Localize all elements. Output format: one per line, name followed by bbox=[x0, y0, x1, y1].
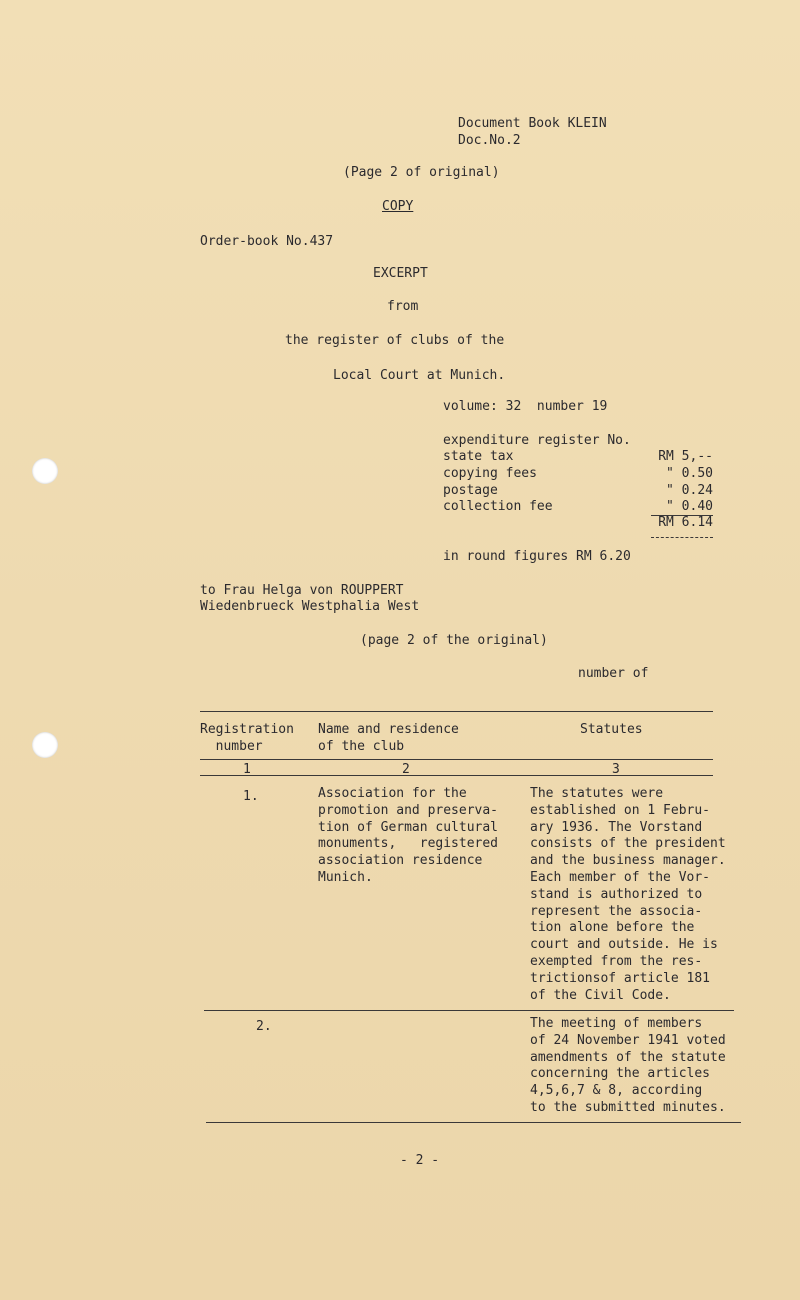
recipient-name: to Frau Helga von ROUPPERT bbox=[200, 583, 404, 598]
table-bottom-rule bbox=[206, 1122, 741, 1123]
column-number: 1 bbox=[243, 762, 251, 777]
order-book: Order-book No.437 bbox=[200, 234, 334, 249]
fee-label: postage bbox=[443, 483, 498, 498]
from-text: from bbox=[387, 299, 419, 314]
fee-total-row bbox=[443, 515, 713, 532]
row-number: 2. bbox=[256, 1019, 272, 1034]
doc-number: Doc.No.2 bbox=[458, 133, 521, 148]
fee-row bbox=[443, 466, 713, 483]
header-statutes: Statutes bbox=[580, 722, 643, 737]
column-number: 3 bbox=[612, 762, 620, 777]
header-name: Name and residence of the club bbox=[318, 722, 459, 754]
page-number: - 2 - bbox=[400, 1153, 440, 1168]
fee-value: " 0.24 bbox=[666, 483, 713, 498]
punch-hole bbox=[32, 732, 58, 758]
club-name: Association for the promotion and preserva- tion of German cultural monuments, registered association residence Munich. bbox=[318, 786, 499, 885]
fee-label: collection fee bbox=[443, 499, 553, 514]
statutes-text: The meeting of members of 24 November 1941 voted amendments of the statute concerning the articles 4,5,6,7 & 8, according to the submitted minutes. bbox=[530, 1016, 726, 1115]
round-figures: in round figures RM 6.20 bbox=[443, 549, 631, 564]
statutes-text: The statutes were established on 1 Febru- ary 1936. The Vorstand consists of the president and the business manager. Each member of the Vor- stand is authorized to represent the associa- tion alone before the court and outside. He is exempted from the res- trictionsof article 181 of the Civil Code. bbox=[530, 786, 726, 1003]
number-of-label: number of bbox=[578, 666, 649, 681]
fee-label: state tax bbox=[443, 449, 514, 464]
register-line: the register of clubs of the bbox=[285, 333, 505, 348]
fee-value: " 0.50 bbox=[666, 466, 713, 481]
row-rule bbox=[204, 1010, 734, 1011]
page-note-top: (Page 2 of original) bbox=[343, 165, 500, 180]
column-number: 2 bbox=[402, 762, 410, 777]
copy-label: COPY bbox=[382, 199, 414, 214]
recipient-address: Wiedenbrueck Westphalia West bbox=[200, 599, 420, 614]
table-top-rule bbox=[200, 711, 713, 712]
fee-label: copying fees bbox=[443, 466, 537, 481]
header-rule bbox=[200, 759, 713, 760]
fee-total: RM 6.14 bbox=[658, 515, 713, 530]
column-number-rule bbox=[200, 775, 713, 776]
punch-hole bbox=[32, 458, 58, 484]
court-line: Local Court at Munich. bbox=[333, 368, 506, 383]
doc-book-label: Document Book KLEIN bbox=[458, 116, 607, 131]
fee-row bbox=[443, 499, 713, 516]
fee-value: RM 5,-- bbox=[658, 449, 713, 464]
row-number: 1. bbox=[243, 789, 259, 804]
fee-row bbox=[443, 449, 713, 466]
page-note-bottom: (page 2 of the original) bbox=[360, 633, 548, 648]
fee-value: " 0.40 bbox=[666, 499, 713, 514]
volume-line: volume: 32 number 19 bbox=[443, 399, 608, 414]
total-underline bbox=[651, 537, 713, 538]
excerpt-heading: EXCERPT bbox=[373, 266, 428, 281]
fee-row bbox=[443, 483, 713, 500]
expenditure-heading: expenditure register No. bbox=[443, 433, 631, 448]
header-registration: Registration number bbox=[200, 722, 294, 754]
